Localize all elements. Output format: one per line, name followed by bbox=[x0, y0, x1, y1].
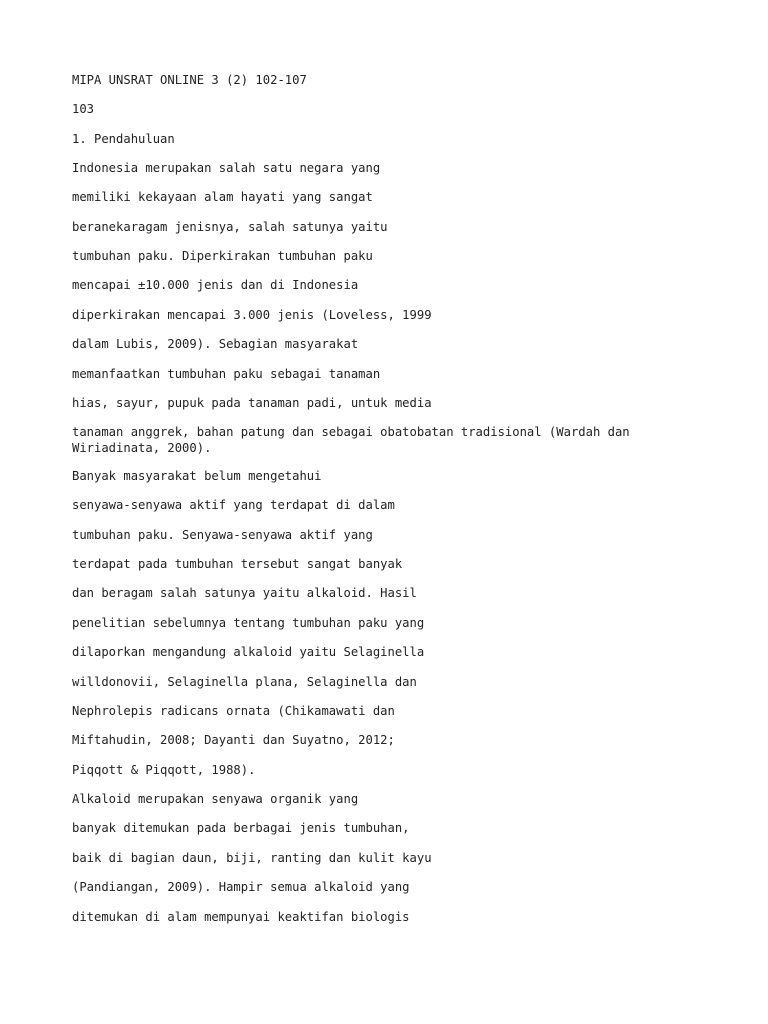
text-line: hias, sayur, pupuk pada tanaman padi, untuk media bbox=[72, 396, 432, 410]
page-number: 103 bbox=[72, 102, 95, 116]
text-line: Miftahudin, 2008; Dayanti dan Suyatno, 2012; bbox=[72, 733, 395, 747]
text-line: willdonovii, Selaginella plana, Selaginella dan bbox=[72, 675, 417, 689]
text-line: tanaman anggrek, bahan patung dan sebagai obatobatan tradisional (Wardah dan Wiriadinata, 2000). bbox=[72, 425, 637, 455]
text-line: penelitian sebelumnya tentang tumbuhan paku yang bbox=[72, 616, 425, 630]
text-line: dilaporkan mengandung alkaloid yaitu Selaginella bbox=[72, 645, 425, 659]
text-line: Alkaloid merupakan senyawa organik yang bbox=[72, 792, 359, 806]
text-line: Piqqott & Piqqott, 1988). bbox=[72, 763, 256, 777]
journal-header: MIPA UNSRAT ONLINE 3 (2) 102-107 bbox=[72, 73, 307, 87]
text-line: memiliki kekayaan alam hayati yang sangat bbox=[72, 190, 373, 204]
text-line: beranekaragam jenisnya, salah satunya yaitu bbox=[72, 220, 388, 234]
text-line: mencapai ±10.000 jenis dan di Indonesia bbox=[72, 278, 359, 292]
section-title: 1. Pendahuluan bbox=[72, 132, 175, 146]
text-line: tumbuhan paku. Senyawa-senyawa aktif yang bbox=[72, 528, 373, 542]
text-line: dan beragam salah satunya yaitu alkaloid. Hasil bbox=[72, 586, 417, 600]
text-line: Banyak masyarakat belum mengetahui bbox=[72, 469, 322, 483]
text-line: Indonesia merupakan salah satu negara yang bbox=[72, 161, 381, 175]
text-line: senyawa-senyawa aktif yang terdapat di dalam bbox=[72, 498, 395, 512]
text-line: dalam Lubis, 2009). Sebagian masyarakat bbox=[72, 337, 359, 351]
text-line: banyak ditemukan pada berbagai jenis tumbuhan, bbox=[72, 821, 410, 835]
text-line: baik di bagian daun, biji, ranting dan kulit kayu bbox=[72, 851, 432, 865]
text-line: ditemukan di alam mempunyai keaktifan biologis bbox=[72, 910, 410, 924]
text-line: diperkirakan mencapai 3.000 jenis (Loveless, 1999 bbox=[72, 308, 432, 322]
text-line: Nephrolepis radicans ornata (Chikamawati dan bbox=[72, 704, 395, 718]
text-line: memanfaatkan tumbuhan paku sebagai tanaman bbox=[72, 367, 381, 381]
text-line: terdapat pada tumbuhan tersebut sangat banyak bbox=[72, 557, 403, 571]
text-line: tumbuhan paku. Diperkirakan tumbuhan paku bbox=[72, 249, 373, 263]
text-line: (Pandiangan, 2009). Hampir semua alkaloid yang bbox=[72, 880, 410, 894]
